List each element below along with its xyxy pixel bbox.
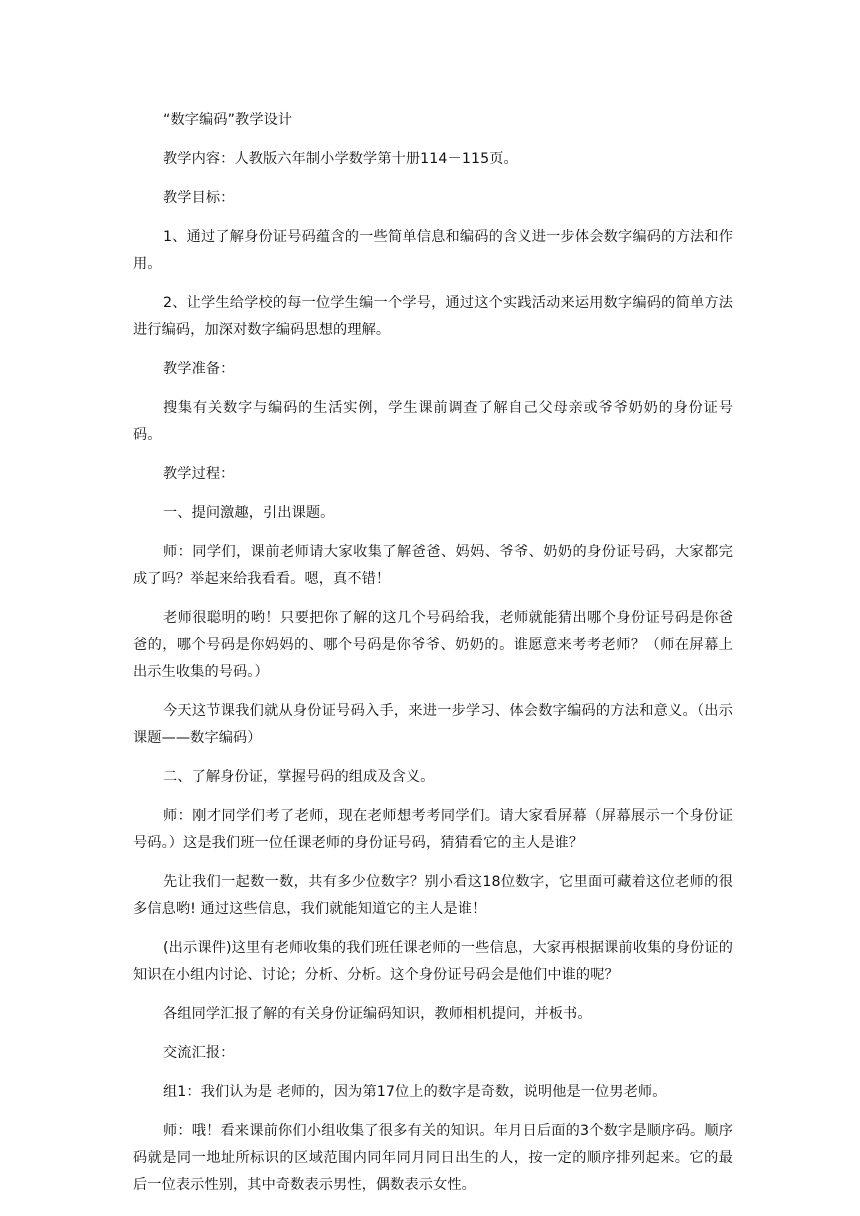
paragraph-preparation: 搜集有关数字与编码的生活实例，学生课前调查了解自己父母亲或爷爷奶奶的身份证号码。 — [133, 400, 733, 443]
paragraph-objective-2: 2、让学生给学校的每一位学生编一个学号，通过这个实践活动来运用数字编码的简单方法进行编码，加深对数字编码思想的理解。 — [133, 295, 733, 338]
paragraph-section-1-heading: 一、提问激趣，引出课题。 — [163, 505, 335, 521]
paragraph-exchange-heading: 交流汇报： — [163, 1045, 235, 1061]
paragraph-teacher-question: 师：刚才同学们考了老师，现在老师想考考同学们。请大家看屏幕（屏幕展示一个身份证号码。）这是我们班一位任课老师的身份证号码，猜猜看它的主人是谁？ — [133, 808, 733, 851]
document-body — [133, 107, 733, 1199]
paragraph-teacher-intro: 师：同学们，课前老师请大家收集了解爸爸、妈妈、爷爷、奶奶的身份证号码，大家都完成了吗？举起来给我看看。嗯，真不错！ — [133, 544, 733, 587]
paragraph-teacher-challenge: 老师很聪明的哟！只要把你了解的这几个号码给我，老师就能猜出哪个身份证号码是你爸爸的，哪个号码是你妈妈的、哪个号码是你爷爷、奶奶的。谁愿意来考考老师？（师在屏幕上出示生收集的号码。） — [133, 610, 733, 680]
paragraph-group-report: 各组同学汇报了解的有关身份证编码知识，教师相机提问，并板书。 — [163, 1006, 592, 1022]
paragraph-group-discussion: (出示课件)这里有老师收集的我们班任课老师的一些信息，大家再根据课前收集的身份证的知识在小组内讨论、讨论；分析、分析。这个身份证号码会是他们中谁的呢？ — [133, 940, 733, 983]
paragraph-section-2-heading: 二、了解身份证，掌握号码的组成及含义。 — [163, 769, 435, 785]
paragraph-teaching-content: 教学内容：人教版六年制小学数学第十册114－115页。 — [163, 151, 518, 167]
paragraph-objectives-heading: 教学目标： — [163, 190, 235, 206]
paragraph-objective-1: 1、通过了解身份证号码蕴含的一些简单信息和编码的含义进一步体会数字编码的方法和作用。 — [133, 229, 733, 272]
paragraph-preparation-heading: 教学准备： — [163, 361, 235, 377]
paragraph-group-1: 组1：我们认为是 老师的，因为第17位上的数字是奇数，说明他是一位男老师。 — [163, 1084, 667, 1100]
paragraph-count-digits: 先让我们一起数一数，共有多少位数字？别小看这18位数字，它里面可藏着这位老师的很多信息哟! 通过这些信息，我们就能知道它的主人是谁！ — [133, 874, 733, 917]
document-title: “数字编码”教学设计 — [163, 112, 293, 128]
paragraph-process-heading: 教学过程： — [163, 466, 235, 482]
paragraph-sequence-code: 师：哦！看来课前你们小组收集了很多有关的知识。年月日后面的3个数字是顺序码。顺序码就是同一地址所标识的区域范围内同年同月同日出生的人，按一定的顺序排列起来。它的最后一位表示性别，其中奇数表示男性，偶数表示女性。 — [133, 1123, 733, 1193]
paragraph-topic-intro: 今天这节课我们就从身份证号码入手，来进一步学习、体会数字编码的方法和意义。（出示课题——数字编码） — [133, 703, 733, 746]
